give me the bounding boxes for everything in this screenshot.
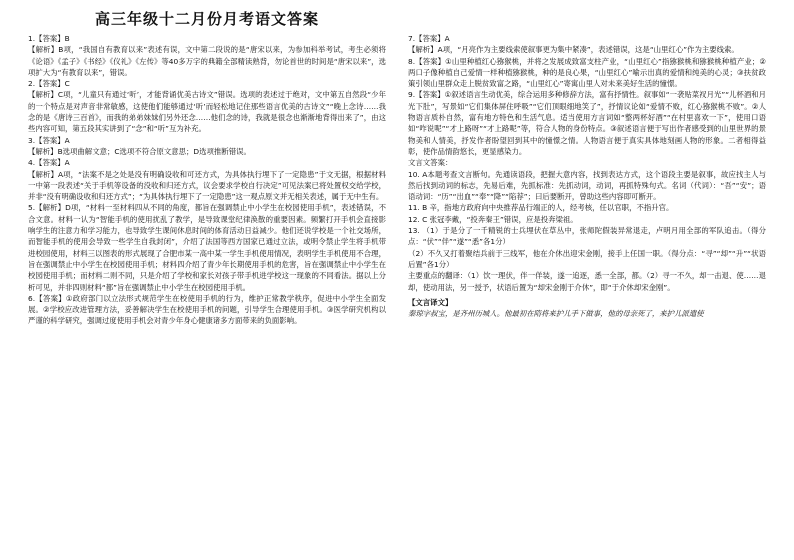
right-column — [408, 33, 766, 327]
right-column-paragraph: 13. （1）于是分了一千精锐的士兵埋伏在草丛中，张师陀假装异常退走，卢明月用全部的军队追击。（得分点：“伏”“伴”“遂”“悉”各1分） — [408, 226, 766, 247]
left-column-paragraph: 【解析】A项，“法案不是之处是没有明确设收和可还方式，为具体执行埋下了一定隐患”于文无据，根据材料一中第一段表述“关于手机等设备的没收和归还方式，议会要求学校自行决定”可见法案已将处置权交给学校，并非“没有明确设收和归还方式”；“为具体执行埋下了一定隐患”这一观点原文并无相关表述，属于无中生有。 — [28, 169, 386, 202]
left-column-paragraph: 5.【解析】D项，“材料一至材料四从不同的角度，都旨在强调禁止中小学生在校园使用手机”，表述错误，不合文意。材料一认为“智能手机的使用扰乱了教学，是导致课堂纪律涣散的重要因素。频繁打开手机会直接影响学生的注意力和学习能力，也导致学生课间休息时间的体育活动日益减少。他们还说学校是一个社交场所，而智能手机的使用会导致一些学生自我封闭”，介绍了法国等西方国家已通过立法，或明令禁止学生将手机带进校园使用，材料三以图表的形式展现了合肥市某一高中某一学生手机使用情况，表明学生手机使用不合理，旨在强调禁止中小学生在校园使用手机；材料四介绍了青少年长期使用手机的危害，旨在强调禁止中小学生在校园使用手机；而材料二则不同，只是介绍了学校和家长对孩子带手机进学校这一现象的不同看法。据以上分析可见，并非四则材料“都”旨在强调禁止中小学生在校园使用手机。 — [28, 203, 386, 292]
right-column-paragraph: 8.【答案】①山里种植红心猕猴桃，并将之发展成致富支柱产业，“山里红心”指猕猴桃和猕猴桃种植产业；②两口子像种植自己爱情一样种植猕猴桃，种的是良心果，“山里红心”喻示出真的爱情和纯美的心灵；③扶贫政策引领山里群众走上脱贫致富之路，“山里红心”寄寓山里人对未来美好生活的憧憬。 — [408, 56, 766, 89]
right-column-paragraph: 【文言译文】 — [408, 297, 453, 307]
right-column-paragraph: 9.【答案】①叙述语言生动优美，综合运用多种修辞方法，富有抒情性。叙事如“一袭贴菜衩月光”“儿杯酒和月光下肚”，写景如“它们集体屏住呼吸”“它们顶眼细地笑了”，抒情议论如“爱情不败，红心猕猴桃不败”。②人物语言质朴自然，富有地方特色和生活气息。适当使用方言词如“整两杯好酒”“在村里喜欢一下”，使用口语如“咋说呢”“才上路呀”“才上路呢”等，符合人物的身份特点。③叙述语言便于写出作者感受到的山里世界的景物美和人情美，抒发作者盼望回到其中的憧憬之情。人物语言便于真实具体地刻画人物的形象。二者相得益彰，使作品情韵悠长，更显感染力。 — [408, 90, 766, 156]
left-column-paragraph: 4.【答案】A — [28, 158, 70, 168]
left-column-paragraph: 2.【答案】C — [28, 79, 70, 89]
right-column-paragraph: 12. C 张冠李戴，“投奔秦王”错误，应是投奔梁祖。 — [408, 214, 578, 224]
left-column-paragraph: 1.【答案】B — [28, 34, 70, 43]
left-column-paragraph: 【解析】B项，“我国自有教育以来”表述有误，文中第二段说的是“唐宋以来，为参加科举考试，考生必须将《论语》《孟子》《书经》《仪礼》《左传》等40多万字的典籍全部精读熟背，勿论首世的时间是“唐宋以来”，选项扩大为“有教育以来”，错误。 — [28, 45, 386, 77]
left-column-paragraph: 6.【答案】①政府部门以立法形式规范学生在校使用手机的行为，维护正常教学秩序，促进中小学生全面发展。②学校应改进管理方法，妥善解决学生在校使用手机的问题，引导学生合理使用手机。③医学研究机构以严谨的科学研究，强调过度使用手机会对青少年身心健康诸多方面带来的负面影响。 — [28, 293, 386, 326]
left-column-paragraph: 【解析】C项，“儿童只有通过‘听’，才能背诵优美古诗文”错误。选项的表述过于绝对，文中第五自然段“少年的一个特点是对声音非常敏感，这使他们能够通过‘听’而轻松地记住那些语言优美的古诗文”“晚上念诗……我念的是《唐诗三百首》，而我的弟弟妹妹们另外还念……他们念的诗，我就是很念也渐渐地背得出来了”，由这些内容可知，第五段其实讲到了“念”和“听”互为补充。 — [28, 90, 386, 134]
right-column-paragraph: 【解析】A项，“月亮作为主要线索使叙事更为集中紧凑”，表述错误，这是“山里红心”作为主要线索。 — [408, 45, 739, 55]
right-column-paragraph: 秦琼字叔宝，是齐州历城人。他最初在隋将来护儿手下做事，他的母亲死了，来护儿派遣使 — [408, 309, 704, 319]
left-column — [28, 33, 386, 327]
two-column-body — [28, 33, 766, 327]
right-column-paragraph: 7.【答案】A — [408, 34, 450, 43]
left-column-paragraph: 3.【答案】A — [28, 135, 70, 145]
right-column-paragraph: 10. A本题考查文言断句。先通读语段，把握大意内容，找到表达方式，这个语段主要是叙事，故应找主人与 然后找到动词的标志，先易后难，先抓标准：先抓动词，动词，再抓特殊句式。名词（代词）：“吾”“安”；语语动词：“历”“出血”“奉”“降”“陷荐”；曰后要断开，曾助这些内容即可断开。 — [408, 169, 766, 202]
left-column-paragraph: 【解析】B选项曲解文意；C选项不符合原文意思；D选项推断错误。 — [28, 146, 251, 156]
right-column-paragraph: 文言文答案： — [408, 158, 453, 168]
right-column-paragraph: （2）不久又打着聚结兵前于三线军，他在介休出迎宋金刚，接手上任国一职。（得分点：“寻”“却”“升”“状语后置”各1分） — [408, 248, 766, 269]
right-column-paragraph: 主要重点的翻译：（1）饮一理伏，伴一佯装，遂一追逐，悉一全部，都。（2）寻一不久，却一击退、使……退却，使动用法，另一授予，状语后置为“却宋金刚于介休”，即“于介休却宋金刚”。 — [408, 271, 766, 292]
page-title: 高三年级十二月份月考语文答案 — [94, 10, 319, 28]
right-column-paragraph: 11. B 辛，指地方政府向中央推荐品行端正的人，经考核，任以官职，不指升官。 — [408, 203, 674, 213]
